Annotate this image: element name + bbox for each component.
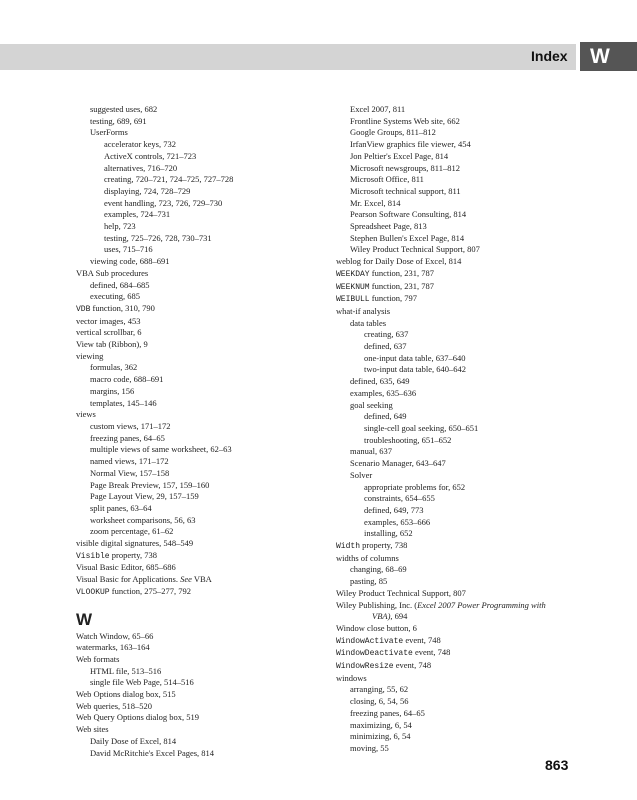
index-entry-text: examples, 635–636 (350, 387, 417, 398)
index-entry-text: event handling, 723, 726, 729–730 (104, 197, 223, 208)
index-entry-text: defined, 635, 649 (350, 376, 410, 387)
index-entry (76, 456, 346, 468)
index-entry-text: Microsoft newsgroups, 811–812 (350, 162, 460, 173)
index-entry-text: macro code, 688–691 (90, 374, 164, 385)
index-column-left (76, 104, 346, 759)
index-entry-text: Page Break Preview, 157, 159–160 (90, 479, 210, 490)
index-entry-text: maximizing, 6, 54 (350, 719, 412, 730)
index-entry (336, 517, 606, 529)
index-entry-text: named views, 171–172 (90, 456, 169, 467)
index-entry (336, 400, 606, 412)
index-entry-text: Frontline Systems Web site, 662 (350, 115, 460, 126)
index-entry-text: VBA) (372, 611, 391, 622)
index-entry-text: Microsoft Office, 811 (350, 174, 424, 185)
index-entry (76, 748, 346, 760)
index-entry-text: Web sites (76, 724, 109, 735)
index-entry-text: vertical scrollbar, 6 (76, 327, 142, 338)
index-entry-text: two-input data table, 640–642 (364, 364, 466, 375)
index-entry-text: creating, 637 (364, 329, 409, 340)
index-entry-text: Wiley Product Technical Support, 807 (350, 244, 480, 255)
index-entry (76, 409, 346, 421)
index-entry (336, 743, 606, 755)
index-entry-text: viewing (76, 350, 104, 361)
index-entry-text: VDB (76, 304, 91, 314)
index-entry-text: Mr. Excel, 814 (350, 197, 401, 208)
index-entry (76, 303, 346, 316)
index-entry-text: changing, 68–69 (350, 564, 407, 575)
index-entry (76, 421, 346, 433)
index-entry-text: event, 748 (403, 634, 441, 645)
index-entry (336, 720, 606, 732)
index-entry-text: uses, 715–716 (104, 244, 153, 255)
index-entry-text: accelerator keys, 732 (104, 139, 176, 150)
index-entry (76, 268, 346, 280)
index-entry (336, 281, 606, 294)
index-entry (76, 362, 346, 374)
header-bar (0, 44, 576, 70)
index-entry-text: minimizing, 6, 54 (350, 731, 411, 742)
index-entry-text: WindowResize (336, 662, 394, 672)
index-entry-text: View tab (Ribbon), 9 (76, 339, 148, 350)
index-entry (336, 318, 606, 330)
page-number: 863 (545, 757, 569, 773)
index-entry (76, 209, 346, 221)
index-entry (76, 642, 346, 654)
index-entry-text: suggested uses, 682 (90, 104, 158, 114)
index-entry (76, 433, 346, 445)
index-entry (336, 600, 606, 612)
index-entry-text: VBA (191, 574, 212, 585)
index-entry (336, 564, 606, 576)
index-entry-text: function, 310, 790 (90, 302, 155, 313)
index-entry-text: Spreadsheet Page, 813 (350, 221, 427, 232)
index-entry (76, 538, 346, 550)
index-entry (336, 482, 606, 494)
index-entry (76, 233, 346, 245)
index-entry (76, 280, 346, 292)
index-entry-text: displaying, 724, 728–729 (104, 185, 191, 196)
index-entry-text: freezing panes, 64–65 (90, 432, 165, 443)
index-entry (336, 104, 606, 116)
index-entry (336, 174, 606, 186)
index-entry-text: examples, 724–731 (104, 209, 171, 220)
index-entry (76, 444, 346, 456)
index-entry-text: Stephen Bullen's Excel Page, 814 (350, 232, 465, 243)
index-entry-text: single-cell goal seeking, 650–651 (364, 422, 479, 433)
index-entry-text: ActiveX controls, 721–723 (104, 150, 197, 161)
index-entry-text: vector images, 453 (76, 315, 141, 326)
index-entry-text: defined, 649 (364, 411, 407, 422)
index-entry-text: Watch Window, 65–66 (76, 630, 154, 641)
index-entry-text: Wiley Publishing, Inc. ( (336, 599, 418, 610)
index-entry (76, 701, 346, 713)
index-entry-text: Page Layout View, 29, 157–159 (90, 491, 199, 502)
index-entry (336, 388, 606, 400)
index-entry (336, 470, 606, 482)
index-entry-text: formulas, 362 (90, 362, 138, 373)
index-entry (336, 505, 606, 517)
index-entry (76, 139, 346, 151)
index-entry-text: Microsoft technical support, 811 (350, 185, 461, 196)
index-entry-text: watermarks, 163–164 (76, 642, 150, 653)
index-entry-text: Web Options dialog box, 515 (76, 689, 176, 700)
index-entry-text: split panes, 63–64 (90, 502, 152, 513)
index-entry (76, 631, 346, 643)
index-entry-text: Excel 2007 Power Programming with (417, 599, 546, 610)
index-entry-text: Window close button, 6 (336, 622, 417, 633)
index-entry-text: Jon Peltier's Excel Page, 814 (350, 150, 449, 161)
index-entry (336, 684, 606, 696)
index-entry-text: defined, 649, 773 (364, 504, 424, 515)
index-entry-text: Google Groups, 811–812 (350, 127, 436, 138)
index-entry (76, 398, 346, 410)
index-entry (76, 468, 346, 480)
index-entry-text: property, 738 (360, 540, 408, 551)
index-entry (336, 186, 606, 198)
index-entry (76, 374, 346, 386)
index-entry (76, 104, 346, 116)
index-entry-text: Wiley Product Technical Support, 807 (336, 587, 466, 598)
index-entry (76, 689, 346, 701)
index-entry (76, 736, 346, 748)
index-entry (336, 376, 606, 388)
index-entry-text: See (180, 574, 192, 585)
index-entry (76, 550, 346, 563)
index-entry (76, 291, 346, 303)
index-entry (76, 327, 346, 339)
index-entry (336, 341, 606, 353)
index-entry (76, 712, 346, 724)
index-entry (76, 256, 346, 268)
page-title: Index (531, 48, 568, 64)
index-entry-text: templates, 145–146 (90, 397, 157, 408)
index-entry-text: executing, 685 (90, 291, 141, 302)
index-entry-text: manual, 637 (350, 446, 393, 457)
index-entry-text: data tables (350, 317, 387, 328)
index-entry (336, 256, 606, 268)
index-entry (336, 329, 606, 341)
index-entry (336, 435, 606, 447)
section-letter-heading: W (76, 609, 93, 629)
index-entry-text: WEIBULL (336, 295, 370, 305)
index-entry-text: margins, 156 (90, 385, 135, 396)
index-entry-text: Web formats (76, 653, 120, 664)
index-entry-text: defined, 684–685 (90, 279, 150, 290)
index-entry-text: Scenario Manager, 643–647 (350, 458, 446, 469)
index-entry-text: function, 231, 787 (369, 280, 435, 291)
index-entry-text: arranging, 55, 62 (350, 684, 409, 695)
index-entry-text: WindowActivate (336, 636, 404, 646)
index-entry-text: function, 231, 787 (369, 267, 435, 278)
index-entry (336, 411, 606, 423)
index-entry (336, 163, 606, 175)
index-entry-text: pasting, 85 (350, 576, 388, 587)
index-entry (336, 353, 606, 365)
index-entry (336, 708, 606, 720)
index-entry (76, 480, 346, 492)
index-entry (336, 611, 606, 623)
index-entry (336, 696, 606, 708)
index-entry-text: Excel 2007, 811 (350, 104, 406, 114)
index-entry (76, 503, 346, 515)
index-entry-text: worksheet comparisons, 56, 63 (90, 514, 196, 525)
index-entry (336, 588, 606, 600)
index-entry (76, 186, 346, 198)
index-entry (76, 562, 346, 574)
index-entry-text: one-input data table, 637–640 (364, 352, 466, 363)
index-entry-text: what-if analysis (336, 305, 391, 316)
index-entry-text: testing, 725–726, 728, 730–731 (104, 232, 212, 243)
index-entry (76, 339, 346, 351)
index-entry-text: David McRitchie's Excel Pages, 814 (90, 747, 215, 758)
index-entry (336, 446, 606, 458)
index-entry (336, 198, 606, 210)
index-column-right (336, 104, 606, 755)
index-entry (336, 423, 606, 435)
index-entry (76, 316, 346, 328)
index-entry-text: zoom percentage, 61–62 (90, 526, 174, 537)
index-entry-text: IrfanView graphics file viewer, 454 (350, 139, 471, 150)
index-entry (336, 635, 606, 648)
index-entry (336, 139, 606, 151)
index-entry (76, 116, 346, 128)
index-entry-text: moving, 55 (350, 742, 389, 753)
index-entry (336, 209, 606, 221)
index-entry (336, 576, 606, 588)
index-entry-text: creating, 720–721, 724–725, 727–728 (104, 174, 234, 185)
index-entry (336, 151, 606, 163)
index-entry (336, 244, 606, 256)
index-entry (336, 660, 606, 673)
index-entry (336, 364, 606, 376)
index-entry-text: widths of columns (336, 552, 399, 563)
index-entry-text: constraints, 654–655 (364, 493, 435, 504)
index-entry (336, 458, 606, 470)
index-entry-text: Solver (350, 469, 373, 480)
index-entry (76, 386, 346, 398)
index-entry-text: installing, 652 (364, 528, 413, 539)
index-entry (76, 574, 346, 586)
index-entry-text: defined, 637 (364, 341, 407, 352)
index-entry (336, 623, 606, 635)
index-entry (76, 151, 346, 163)
index-entry (76, 127, 346, 139)
index-entry (76, 174, 346, 186)
index-entry (336, 528, 606, 540)
index-entry-text: troubleshooting, 651–652 (364, 434, 452, 445)
index-entry-text: function, 797 (369, 293, 418, 304)
index-entry-text: freezing panes, 64–65 (350, 707, 425, 718)
index-entry-text: appropriate problems for, 652 (364, 481, 466, 492)
index-entry-text: views (76, 409, 96, 420)
index-entry-text: examples, 653–666 (364, 516, 431, 527)
index-entry (76, 526, 346, 538)
index-entry-text: visible digital signatures, 548–549 (76, 538, 194, 549)
index-entry (336, 306, 606, 318)
index-entry-text: Web queries, 518–520 (76, 700, 153, 711)
index-entry (336, 233, 606, 245)
index-entry-text: UserForms (90, 127, 128, 138)
index-entry-text: Visible (76, 551, 110, 561)
index-entry (76, 666, 346, 678)
index-entry (76, 244, 346, 256)
index-entry-text: VLOOKUP (76, 587, 110, 597)
index-entry-text: VBA Sub procedures (76, 267, 149, 278)
index-entry (76, 586, 346, 599)
index-entry (76, 515, 346, 527)
index-entry (336, 493, 606, 505)
index-entry (336, 647, 606, 660)
index-entry-text: Width (336, 542, 361, 552)
index-entry (76, 163, 346, 175)
index-entry (76, 351, 346, 363)
index-entry-text: , 694 (390, 611, 408, 622)
index-entry-text: event, 748 (412, 647, 451, 658)
index-entry-text: WEEKDAY (336, 269, 370, 279)
index-entry (76, 724, 346, 736)
index-entry-text: Web Query Options dialog box, 519 (76, 712, 200, 723)
index-entry-text: property, 738 (109, 549, 157, 560)
index-entry (76, 198, 346, 210)
index-entry (336, 127, 606, 139)
index-entry (336, 116, 606, 128)
index-entry (336, 293, 606, 306)
index-entry-text: Visual Basic for Applications. (76, 574, 181, 585)
index-entry (76, 677, 346, 689)
index-entry-text: Pearson Software Consulting, 814 (350, 209, 467, 220)
index-entry-text: WindowDeactivate (336, 649, 413, 659)
index-entry-text: viewing code, 688–691 (90, 256, 170, 267)
section-letter-tab: W (580, 42, 637, 71)
index-entry-text: multiple views of same worksheet, 62–63 (90, 444, 232, 455)
index-entry-text: goal seeking (350, 399, 393, 410)
index-entry-text: custom views, 171–172 (90, 420, 171, 431)
index-entry-text: event, 748 (393, 660, 432, 671)
index-entry-text: HTML file, 513–516 (90, 665, 162, 676)
index-entry-text: windows (336, 672, 367, 683)
index-entry (336, 673, 606, 685)
index-entry-text: Normal View, 157–158 (90, 467, 170, 478)
index-entry-text: Visual Basic Editor, 685–686 (76, 562, 176, 573)
index-entry-text: closing, 6, 54, 56 (350, 696, 409, 707)
index-entry (336, 553, 606, 565)
index-entry (336, 268, 606, 281)
index-entry-text: weblog for Daily Dose of Excel, 814 (336, 256, 462, 267)
index-entry (336, 731, 606, 743)
index-entry-text: WEEKNUM (336, 282, 370, 292)
index-entry-text: help, 723 (104, 221, 136, 232)
index-entry (76, 221, 346, 233)
index-entry (336, 221, 606, 233)
index-entry-text: Daily Dose of Excel, 814 (90, 735, 177, 746)
index-entry-text: function, 275–277, 792 (109, 585, 192, 596)
index-entry-text: single file Web Page, 514–516 (90, 677, 194, 688)
index-entry (336, 540, 606, 553)
index-entry (76, 491, 346, 503)
index-entry (76, 654, 346, 666)
index-entry-text: testing, 689, 691 (90, 115, 147, 126)
index-entry-text: alternatives, 716–720 (104, 162, 178, 173)
